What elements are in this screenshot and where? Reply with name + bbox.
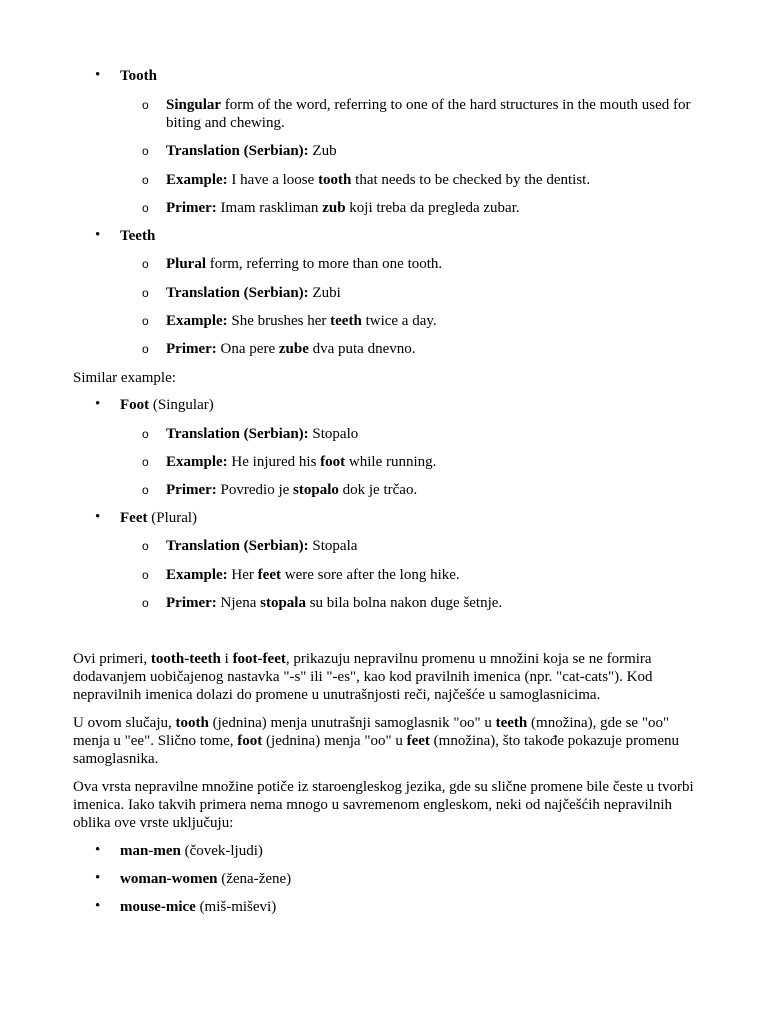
bold-term: feet (406, 733, 430, 749)
sub-bullet: o (142, 98, 149, 112)
detail-text: twice a day. (361, 313, 437, 329)
detail-bold: stopala (260, 595, 306, 611)
sub-bullet: o (142, 257, 149, 271)
sub-bullet: o (142, 314, 149, 328)
text: (jednina) menja unutrašnji samoglasnik "oo" u (208, 715, 496, 731)
list-item-foot (95, 396, 214, 414)
bullet: • (95, 842, 101, 858)
detail-label: Translation (Serbian): (166, 426, 309, 442)
detail-label: Primer: (166, 200, 217, 216)
detail-bold: zube (278, 341, 309, 357)
detail-label: Translation (Serbian): (166, 538, 309, 554)
sub-bullet: o (142, 427, 149, 441)
sub-item (142, 284, 706, 302)
sub-bullet: o (142, 173, 149, 187)
sub-item (142, 199, 706, 217)
detail-label: Example: (166, 454, 228, 470)
sub-item (142, 312, 706, 330)
term-note: (Plural) (147, 510, 198, 526)
term: Teeth (120, 228, 156, 244)
sub-item (142, 594, 706, 612)
example-pair: woman-women (120, 871, 218, 887)
paragraph: Ova vrsta nepravilne množine potiče iz staroengleskog jezika, gde su slične promene bile česte u tvorbi imenica. Iako takvih primera nema mnogo u savremenom engleskom, neki od najčešćih nepravilnih oblika ove vrste uključuju: (73, 779, 694, 831)
detail-label: Primer: (166, 595, 217, 611)
bullet: • (95, 396, 101, 412)
section-heading: Similar example: (73, 370, 176, 386)
detail-text: Povredio je (216, 482, 294, 498)
sub-bullet: o (142, 342, 149, 356)
text: Ovi primeri, (73, 651, 151, 667)
list-item-example (95, 870, 292, 888)
detail-label: Plural (166, 256, 206, 272)
sub-bullet: o (142, 568, 149, 582)
detail-text: while running. (345, 454, 437, 470)
detail-bold: tooth (318, 172, 352, 188)
detail-text: Stopalo (308, 426, 359, 442)
sub-item (142, 566, 706, 584)
detail-label: Example: (166, 172, 228, 188)
example-translation: (žena-žene) (217, 871, 292, 887)
sub-bullet: o (142, 539, 149, 553)
text: (jednina) menja "oo" u (262, 733, 407, 749)
text: (množina), gde se "oo" menja u "ee". Slično tome, (73, 715, 670, 749)
list-item-tooth (95, 67, 157, 85)
paragraph (73, 714, 698, 768)
bold-term: foot (237, 733, 263, 749)
detail-text: Her (227, 567, 258, 583)
example-pair: man-men (120, 843, 181, 859)
list-item-teeth (95, 227, 156, 245)
text: , prikazuju nepravilnu promenu u množini koja se ne formira dodavanjem uobičajenog nastavka "-s" ili "-es", kao kod pravilnih imenica (npr. "cat-cats"). Kod nepravilnih imenica dolazi do promene u unutrašnjosti reči, najčešće u samoglasnicima. (73, 651, 653, 703)
bold-term: tooth (175, 715, 209, 731)
sub-bullet: o (142, 286, 149, 300)
bullet: • (95, 898, 101, 914)
sub-bullet: o (142, 201, 149, 215)
sub-item (142, 171, 706, 189)
detail-label: Translation (Serbian): (166, 285, 309, 301)
detail-text: He injured his (227, 454, 321, 470)
detail-label: Translation (Serbian): (166, 143, 309, 159)
sub-bullet: o (142, 483, 149, 497)
sub-item (142, 481, 706, 499)
detail-text: that needs to be checked by the dentist. (351, 172, 591, 188)
list-item-example (95, 842, 263, 860)
text: i (220, 651, 233, 667)
text: (množina), što takođe pokazuje promenu samoglasnika. (73, 733, 679, 767)
detail-text: form, referring to more than one tooth. (206, 256, 443, 272)
detail-text: su bila bolna nakon duge šetnje. (305, 595, 503, 611)
bold-term: teeth (495, 715, 528, 731)
bullet: • (95, 67, 101, 83)
sub-item (142, 537, 706, 555)
detail-text: Ona pere (216, 341, 279, 357)
detail-label: Primer: (166, 341, 217, 357)
detail-text: I have a loose (227, 172, 319, 188)
detail-text: Njena (216, 595, 261, 611)
detail-text: form of the word, referring to one of the hard structures in the mouth used for biting and chewing. (166, 97, 691, 131)
detail-text: dok je trčao. (338, 482, 418, 498)
sub-item (142, 340, 706, 358)
detail-bold: stopalo (293, 482, 339, 498)
bullet: • (95, 227, 101, 243)
detail-label: Example: (166, 567, 228, 583)
sub-item (142, 425, 706, 443)
bullet: • (95, 870, 101, 886)
detail-bold: teeth (330, 313, 362, 329)
detail-text: Imam raskliman (216, 200, 323, 216)
example-translation: (čovek-ljudi) (180, 843, 263, 859)
detail-text: Zubi (308, 285, 341, 301)
term: Feet (120, 510, 148, 526)
detail-text: were sore after the long hike. (280, 567, 460, 583)
sub-item (142, 96, 706, 132)
detail-text: Zub (308, 143, 337, 159)
bold-term: tooth-teeth (150, 651, 221, 667)
sub-item (142, 142, 706, 160)
detail-text: She brushes her (227, 313, 331, 329)
bold-term: foot-feet (232, 651, 286, 667)
paragraph (73, 650, 698, 704)
bullet: • (95, 509, 101, 525)
list-item-feet (95, 509, 198, 527)
text: U ovom slučaju, (73, 715, 176, 731)
sub-bullet: o (142, 596, 149, 610)
term: Foot (120, 397, 150, 413)
sub-bullet: o (142, 455, 149, 469)
detail-bold: zub (322, 200, 346, 216)
detail-text: Stopala (308, 538, 358, 554)
example-translation: (miš-miševi) (195, 899, 277, 915)
detail-bold: foot (320, 454, 346, 470)
detail-label: Singular (166, 97, 222, 113)
detail-label: Primer: (166, 482, 217, 498)
detail-text: dva puta dnevno. (308, 341, 416, 357)
term: Tooth (120, 68, 157, 84)
list-item-example (95, 898, 277, 916)
sub-bullet: o (142, 144, 149, 158)
example-pair: mouse-mice (120, 899, 196, 915)
detail-bold: feet (257, 567, 281, 583)
sub-item (142, 255, 706, 273)
detail-label: Example: (166, 313, 228, 329)
detail-text: koji treba da pregleda zubar. (345, 200, 520, 216)
term-note: (Singular) (149, 397, 214, 413)
sub-item (142, 453, 706, 471)
